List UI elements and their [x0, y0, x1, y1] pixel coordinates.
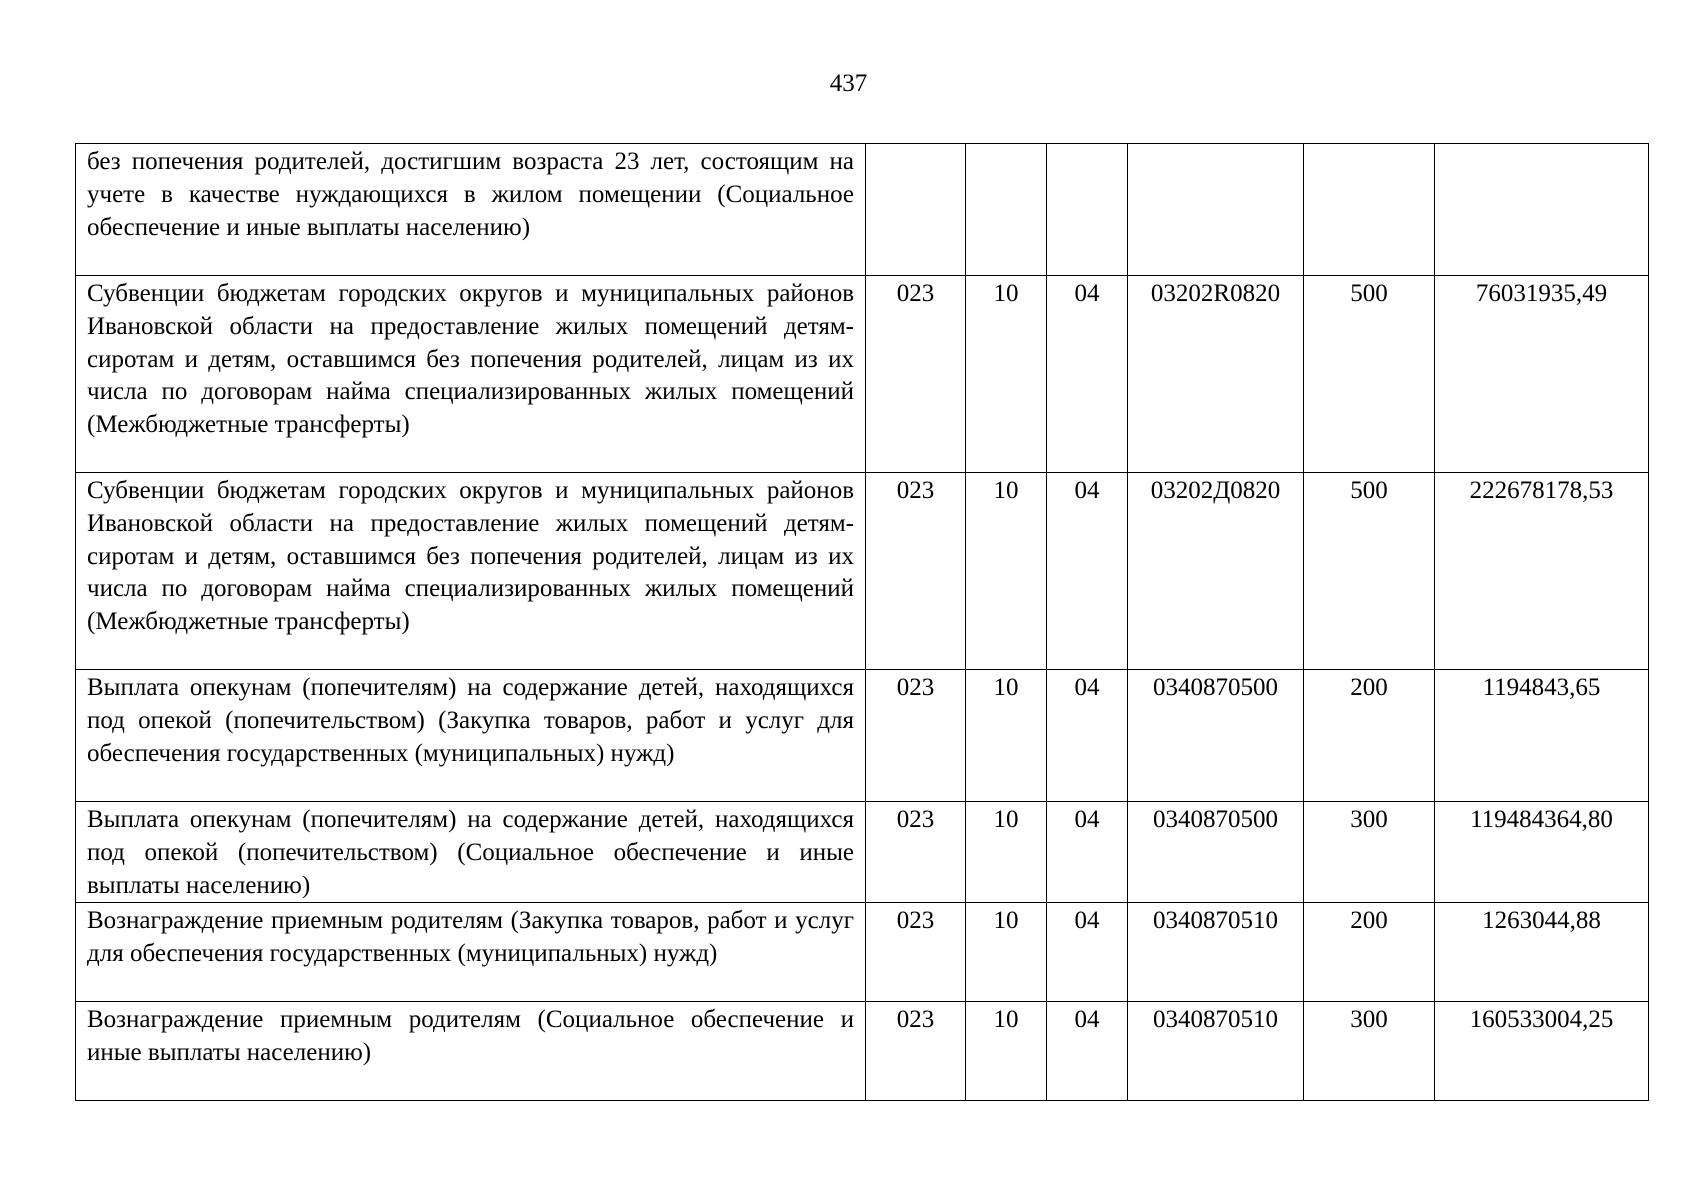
subsection-code: 04	[1047, 1002, 1128, 1101]
ministry-code: 023	[866, 473, 966, 670]
ministry-code	[866, 144, 966, 276]
expense-type-code: 200	[1304, 670, 1435, 802]
amount-value: 76031935,49	[1435, 276, 1649, 473]
ministry-code: 023	[866, 1002, 966, 1101]
section-code: 10	[966, 802, 1047, 903]
subsection-code: 04	[1047, 473, 1128, 670]
row-description: Вознаграждение приемным родителям (Социальное обеспечение и иные выплаты населению)	[76, 1002, 866, 1101]
target-article-code: 0340870500	[1128, 802, 1304, 903]
row-description: Субвенции бюджетам городских округов и муниципальных районов Ивановской области на предоставление жилых помещений детям-сиротам и детям, оставшимся без попечения родителей, лицам из их числа по договорам найма специализированных жилых помещений (Межбюджетные трансферты)	[76, 473, 866, 670]
section-code: 10	[966, 670, 1047, 802]
table-row	[76, 276, 1649, 473]
row-description: Субвенции бюджетам городских округов и муниципальных районов Ивановской области на предоставление жилых помещений детям-сиротам и детям, оставшимся без попечения родителей, лицам из их числа по договорам найма специализированных жилых помещений (Межбюджетные трансферты)	[76, 276, 866, 473]
table-row	[76, 670, 1649, 802]
section-code: 10	[966, 1002, 1047, 1101]
table-row	[76, 1002, 1649, 1101]
target-article-code: 0340870500	[1128, 670, 1304, 802]
subsection-code: 04	[1047, 903, 1128, 1002]
ministry-code: 023	[866, 903, 966, 1002]
table-row	[76, 473, 1649, 670]
target-article-code: 03202R0820	[1128, 276, 1304, 473]
amount-value	[1435, 144, 1649, 276]
expense-type-code: 300	[1304, 1002, 1435, 1101]
row-description: Выплата опекунам (попечителям) на содержание детей, находящихся под опекой (попечительством) (Закупка товаров, работ и услуг для обеспечения государственных (муниципальных) нужд)	[76, 670, 866, 802]
section-code: 10	[966, 903, 1047, 1002]
table-row	[76, 802, 1649, 903]
budget-table	[75, 143, 1649, 1101]
target-article-code	[1128, 144, 1304, 276]
target-article-code: 03202Д0820	[1128, 473, 1304, 670]
section-code	[966, 144, 1047, 276]
expense-type-code: 300	[1304, 802, 1435, 903]
row-description: Выплата опекунам (попечителям) на содержание детей, находящихся под опекой (попечительством) (Социальное обеспечение и иные выплаты населению)	[76, 802, 866, 903]
subsection-code: 04	[1047, 276, 1128, 473]
ministry-code: 023	[866, 802, 966, 903]
amount-value: 160533004,25	[1435, 1002, 1649, 1101]
expense-type-code	[1304, 144, 1435, 276]
amount-value: 222678178,53	[1435, 473, 1649, 670]
subsection-code: 04	[1047, 802, 1128, 903]
amount-value: 1263044,88	[1435, 903, 1649, 1002]
amount-value: 119484364,80	[1435, 802, 1649, 903]
amount-value: 1194843,65	[1435, 670, 1649, 802]
section-code: 10	[966, 473, 1047, 670]
table-row	[76, 903, 1649, 1002]
expense-type-code: 500	[1304, 473, 1435, 670]
expense-type-code: 500	[1304, 276, 1435, 473]
target-article-code: 0340870510	[1128, 1002, 1304, 1101]
section-code: 10	[966, 276, 1047, 473]
table-row	[76, 144, 1649, 276]
target-article-code: 0340870510	[1128, 903, 1304, 1002]
ministry-code: 023	[866, 276, 966, 473]
subsection-code	[1047, 144, 1128, 276]
page-number: 437	[829, 70, 868, 97]
subsection-code: 04	[1047, 670, 1128, 802]
ministry-code: 023	[866, 670, 966, 802]
row-description: без попечения родителей, достигшим возраста 23 лет, состоящим на учете в качестве нуждающихся в жилом помещении (Социальное обеспечение и иные выплаты населению)	[76, 144, 866, 276]
row-description: Вознаграждение приемным родителям (Закупка товаров, работ и услуг для обеспечения государственных (муниципальных) нужд)	[76, 903, 866, 1002]
expense-type-code: 200	[1304, 903, 1435, 1002]
